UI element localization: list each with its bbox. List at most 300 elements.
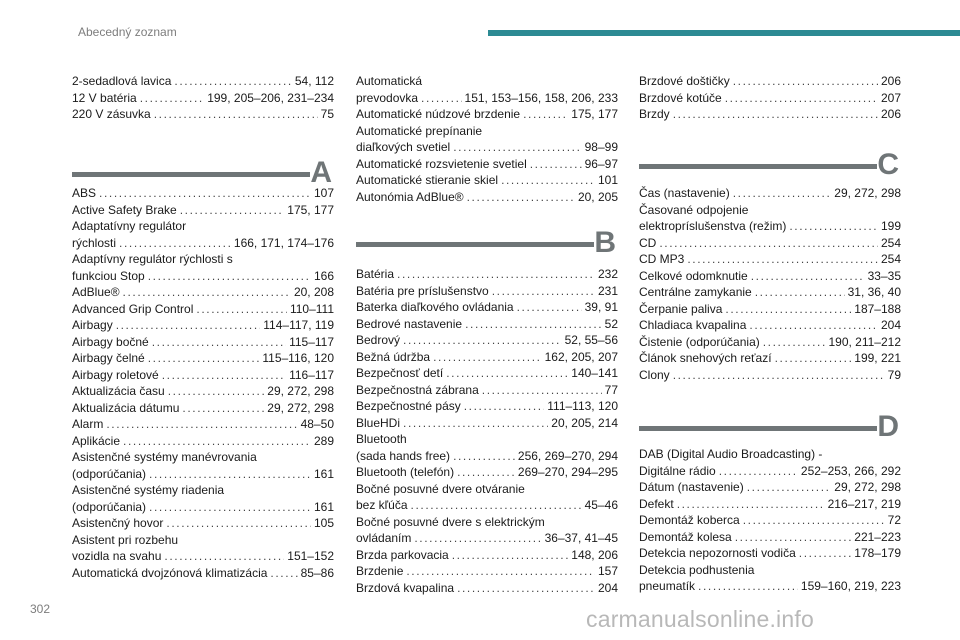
dot-leader [106,416,297,433]
index-entry [639,301,901,318]
dot-leader [168,383,265,400]
index-entry [72,532,334,565]
index-entry-line [72,301,334,318]
index-term: Bezpečnosť detí [356,366,444,380]
index-entry [72,383,334,400]
page-references: 140–141 [571,366,618,380]
index-entry-line [356,530,618,547]
index-entry [639,496,901,513]
index-term: Clony [639,367,670,382]
index-entry [72,106,334,123]
dot-leader [733,73,878,90]
dot-leader [789,218,878,235]
index-term: Detekcia nepozornosti vodiča [639,546,796,560]
index-term: Aplikácie [72,433,121,448]
index-entry [356,123,618,156]
dot-leader [530,156,582,173]
index-entry-line [356,156,618,173]
index-entry-line [356,73,618,90]
index-entry [356,106,618,123]
page-references: 206 [880,107,901,121]
index-entry-line [72,185,334,202]
index-entry-line [356,464,618,481]
index-entry [356,172,618,189]
page-references: 20, 205, 214 [551,415,618,430]
index-term: Airbagy roletové [72,367,159,382]
index-entry [72,482,334,515]
index-term: elektropríslušenstva (režim) [639,219,787,233]
index-term: Adaptívny regulátor rýchlosti s [72,252,233,266]
index-entry-line [72,235,334,252]
index-entry-line [356,316,618,333]
dot-leader [501,172,595,189]
dot-leader [747,479,832,496]
page-references: 115–116, 120 [262,351,334,365]
index-entry-line [72,106,334,123]
index-entry-line [639,90,901,107]
index-entry [72,350,334,367]
index-entry-line [639,301,901,318]
dot-leader [725,301,851,318]
index-entry-line [639,185,901,202]
dot-leader [148,350,260,367]
index-term: Centrálne zamykanie [639,285,752,299]
index-term: Čas (nastavenie) [639,186,730,200]
dot-leader [180,202,285,219]
index-entry [356,349,618,366]
page-references: 148, 206 [571,547,618,562]
dot-leader [397,266,595,283]
dot-leader [154,106,318,123]
page-references: 178–179 [854,546,901,560]
index-entry-line [639,529,901,546]
index-entry [356,365,618,382]
dot-leader [411,497,582,514]
index-entry-line [639,106,901,123]
index-entry-line [356,382,618,399]
page-references: 187–188 [854,301,901,316]
index-entry [639,512,901,529]
index-entry [72,202,334,219]
index-term: Baterka diaľkového ovládania [356,300,514,314]
page-references: 101 [597,173,618,187]
page-references: 75 [320,107,334,121]
dot-leader [164,548,284,565]
page-references: 116–117 [289,367,334,382]
index-entry [356,415,618,432]
page-references: 85–86 [300,565,334,580]
index-term: 220 V zásuvka [72,107,151,121]
index-term: (odporúčania) [72,466,147,481]
index-term: CD [639,235,657,250]
index-term: Brzdové kotúče [639,90,722,105]
index-entry-line [72,499,334,516]
index-entry [639,90,901,107]
dot-leader [152,334,286,351]
dot-leader [433,349,542,366]
index-entry [72,218,334,251]
index-entry-line [72,482,334,499]
index-entry [72,334,334,351]
index-term: Bedrový [356,333,401,347]
page-references: 20, 205 [577,189,618,204]
index-term: Batéria pre príslušenstvo [356,283,489,298]
section-heading-c [639,150,901,190]
index-entry-line [639,367,901,384]
dot-leader [492,283,595,300]
dot-leader [799,545,852,562]
index-entry [639,317,901,334]
page-references: 221–223 [854,529,901,544]
index-entry-line [356,332,618,349]
index-entry [72,301,334,318]
section-letter: B [594,226,616,259]
dot-leader [446,365,568,382]
dot-leader [517,299,582,316]
page-references: 54, 112 [294,74,334,88]
index-term: Airbagy bočné [72,334,149,349]
index-entry [639,529,901,546]
page-references: 31, 36, 40 [847,285,901,299]
header-accent-bar [488,30,960,36]
page-references: 166 [313,268,334,283]
dot-leader [123,284,291,301]
index-entry-line [356,266,618,283]
index-entry [639,479,901,496]
page-references: 52, 55–56 [564,333,618,347]
index-term: Active Safety Brake [72,202,177,217]
page-references: 166, 171, 174–176 [233,235,334,250]
page-references: 151–152 [287,549,334,563]
dot-leader [659,235,878,252]
dot-leader [523,106,568,123]
dot-leader [698,578,798,595]
index-entry [356,547,618,564]
index-term: Alarm [72,417,104,431]
page-references: 252–253, 266, 292 [800,463,901,478]
index-entry [72,515,334,532]
index-term: Demontáž kolesa [639,529,732,544]
dot-leader [751,268,865,285]
index-entry [639,106,901,123]
index-entry [72,433,334,450]
index-term: Autonómia AdBlue® [356,189,464,204]
index-term: Automatická [356,74,423,88]
index-term: Automatická dvojzónová klimatizácia [72,565,268,580]
index-term: AdBlue® [72,285,120,299]
section-rule [639,164,877,169]
page-references: 161 [313,499,334,514]
index-term: pneumatík [639,579,696,593]
index-entry-line [72,416,334,433]
index-term: Aktualizácia dátumu [72,400,180,415]
index-entry [356,580,618,597]
index-entry-line [72,251,334,268]
index-entry-line [356,299,618,316]
index-term: diaľkových svetiel [356,140,451,154]
index-entry-line [356,580,618,597]
page-references: 162, 205, 207 [544,349,618,364]
index-term: Brzdenie [356,564,404,578]
page-references: 52 [604,316,618,331]
index-entry [639,367,901,384]
page-references: 29, 272, 298 [267,384,334,398]
index-entry-line [639,350,901,367]
index-entry-line [356,189,618,206]
page-references: 161 [313,466,334,481]
index-term: Brzdové doštičky [639,74,730,88]
index-term: Chladiaca kvapalina [639,318,747,332]
index-term: Airbagy [72,318,113,332]
index-entry-line [356,431,618,448]
page-references: 157 [597,564,618,578]
index-entry [72,284,334,301]
dot-leader [467,189,575,206]
dot-leader [457,580,595,597]
page-references: 254 [880,252,901,266]
index-entry-line [72,73,334,90]
index-entry-line [72,383,334,400]
dot-leader [465,316,602,333]
index-entry [72,73,334,90]
index-entry-line [356,563,618,580]
index-entry [639,350,901,367]
index-term: Bluetooth [356,432,407,446]
index-entry [72,90,334,107]
page-references: 206 [880,74,901,88]
index-entry-line [639,202,901,219]
page-references: 199, 205–206, 231–234 [207,90,334,105]
dot-leader [99,185,311,202]
index-term: Asistenčný hovor [72,516,164,530]
index-entry [639,284,901,301]
index-entry [639,73,901,90]
index-entry-line [639,73,901,90]
dot-leader [123,433,311,450]
index-entry [639,334,901,351]
page-references: 45–46 [584,498,618,512]
index-entry-line [639,334,901,351]
index-entry-line [356,448,618,465]
section-rule [356,242,594,247]
page-references: 114–117, 119 [263,318,334,332]
dot-leader [719,463,798,480]
index-entry [356,481,618,514]
index-term: bez kľúča [356,498,408,512]
dot-leader [749,317,878,334]
dot-leader [162,367,286,384]
index-entry-line [72,466,334,483]
page-references: 77 [604,382,618,397]
index-entry-line [639,235,901,252]
page-references: 175, 177 [287,202,334,217]
index-term: Celkové odomknutie [639,268,748,283]
dot-leader [453,448,515,465]
index-entry [356,398,618,415]
index-entry [72,251,334,284]
index-term: Asistent pri rozbehu [72,532,179,547]
index-entry [356,431,618,464]
index-term: Automatické stieranie skiel [356,173,499,187]
index-entry [356,266,618,283]
page-references: 159–160, 219, 223 [800,579,901,593]
dot-leader [140,90,204,107]
index-term: Adaptatívny regulátor [72,219,187,233]
index-entry-line [356,398,618,415]
index-entry-line [356,514,618,531]
dot-leader [174,73,291,90]
index-entry [639,235,901,252]
index-entry-line [639,284,901,301]
index-entry-line [356,90,618,107]
dot-leader [743,512,885,529]
index-term: Časované odpojenie [639,202,749,217]
page-header-title: Abecedný zoznam [78,25,177,39]
index-entry-line [356,283,618,300]
index-entry-line [356,106,618,123]
index-entry-line [72,400,334,417]
page-references: 151, 153–156, 158, 206, 233 [464,90,618,105]
page-references: 36–37, 41–45 [544,531,618,545]
index-entry-line [72,218,334,235]
index-term: ovládaním [356,531,412,545]
index-term: Automatické núdzové brzdenie [356,107,521,121]
index-entry-line [72,202,334,219]
index-term: Asistenčné systémy manévrovania [72,450,257,464]
page-references: 175, 177 [571,107,618,121]
index-term: Bočné posuvné dvere otváranie [356,481,525,496]
section-rule [72,172,310,177]
page-references: 110–111 [289,301,334,316]
index-entry-line [639,578,901,595]
dot-leader [149,466,311,483]
index-entry-line [356,365,618,382]
index-entry [639,545,901,562]
dot-leader [482,382,602,399]
index-term: Airbagy čelné [72,351,145,365]
index-entry [356,316,618,333]
page-references: 96–97 [584,156,618,171]
index-term: Asistenčné systémy riadenia [72,483,225,497]
dot-leader [453,139,581,156]
page-references: 79 [887,367,901,382]
dot-leader [116,317,261,334]
index-entry [639,251,901,268]
index-entry-line [356,481,618,498]
index-term: Brzda parkovacia [356,547,449,562]
index-entry-line [72,449,334,466]
index-term: Čistenie (odporúčania) [639,334,760,349]
index-entry-line [356,139,618,156]
dot-leader [735,529,852,546]
page-references: 289 [313,433,334,448]
dot-leader [406,563,595,580]
index-term: Bežná údržba [356,349,431,364]
page-references: 190, 211–212 [828,334,901,349]
section-letter: A [310,156,332,189]
index-term: Automatické rozsvietenie svetiel [356,156,527,171]
index-entry-line [72,317,334,334]
dot-leader [775,350,852,367]
index-term: prevodovka [356,90,419,105]
index-entry [639,202,901,235]
index-entry [356,283,618,300]
dot-leader [421,90,461,107]
index-entry [356,73,618,106]
dot-leader [452,547,569,564]
index-term: Bezpečnostné pásy [356,399,461,413]
dot-leader [677,496,825,513]
dot-leader [725,90,878,107]
page-references: 48–50 [300,417,334,431]
page-references: 199, 221 [854,351,901,365]
dot-leader [763,334,826,351]
dot-leader [464,398,545,415]
index-entry-line [639,218,901,235]
index-entry [72,317,334,334]
index-entry-line [72,334,334,351]
index-term: Dátum (nastavenie) [639,480,744,494]
dot-leader [403,415,548,432]
index-entry-line [72,350,334,367]
index-entry [72,367,334,384]
dot-leader [687,251,878,268]
index-term: Bočné posuvné dvere s elektrickým [356,514,545,529]
index-entry-line [356,123,618,140]
page-references: 204 [597,580,618,595]
index-entry-line [72,515,334,532]
index-entry [72,416,334,433]
index-entry-line [639,479,901,496]
index-entry [356,514,618,547]
page-references: 72 [887,513,901,527]
index-term: vozidla na svahu [72,549,162,563]
index-term: 2-sedadlová lavica [72,74,172,88]
index-entry-line [639,446,901,463]
index-entry-line [639,317,901,334]
section-heading-b [356,228,618,268]
index-entry [356,189,618,206]
index-entry-line [356,172,618,189]
index-entry [639,446,901,479]
page-references: 254 [880,235,901,250]
dot-leader [755,284,845,301]
dot-leader [119,235,231,252]
dot-leader [166,515,311,532]
index-entry-line [639,496,901,513]
index-entry [356,563,618,580]
watermark: carmanualsonline.info [586,606,814,632]
index-entry-line [72,565,334,582]
index-term: Čerpanie paliva [639,301,723,316]
index-term: Aktualizácia času [72,384,165,398]
dot-leader [403,332,562,349]
index-entry [639,185,901,202]
page-references: 39, 91 [584,300,618,314]
section-rule [639,426,877,431]
index-entry [639,268,901,285]
index-entry [72,400,334,417]
index-entry-line [356,497,618,514]
index-term: Bedrové nastavenie [356,316,463,331]
section-letter: C [877,148,899,181]
index-entry-line [639,251,901,268]
index-term: funkciou Stop [72,268,145,283]
index-term: Bezpečnostná zábrana [356,382,479,397]
index-entry-line [639,463,901,480]
page-references: 199 [880,219,901,233]
index-term: Bluetooth (telefón) [356,465,455,479]
